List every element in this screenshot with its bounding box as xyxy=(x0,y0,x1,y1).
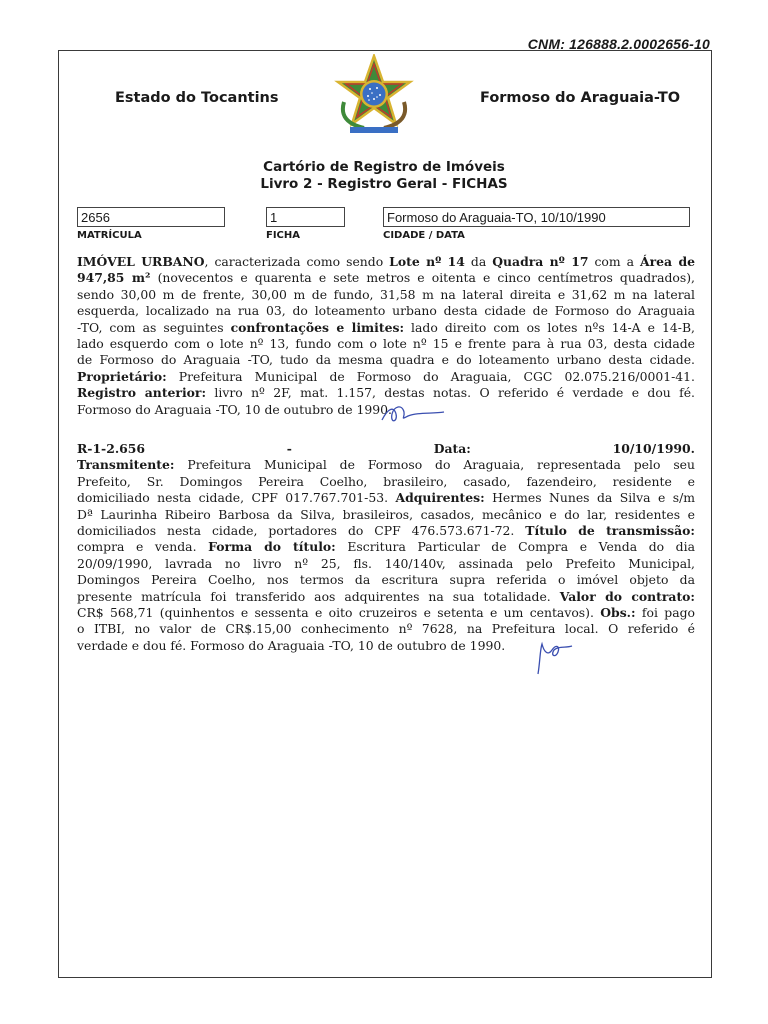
text-run: foi pago xyxy=(635,605,695,621)
registration-line xyxy=(77,457,695,473)
text-run: Dª Laurinha Ribeiro Barbosa da Silva, brasileiros, casados, mecânico e do lar, residentes e xyxy=(77,506,695,522)
bold-term: Transmitente: xyxy=(77,457,175,473)
text-run: -TO, com as seguintes xyxy=(77,319,231,335)
registration-line xyxy=(77,523,695,539)
description-line xyxy=(77,287,695,303)
text-run: Prefeitura Municipal de Formoso do Araguaia, CGC 02.075.216/0001-41. xyxy=(166,368,695,384)
bold-term: 947,85 m² xyxy=(77,270,151,286)
header-city: Formoso do Araguaia-TO xyxy=(480,90,681,106)
bold-term: Registro anterior: xyxy=(77,385,207,401)
description-line xyxy=(77,385,695,401)
matricula-label: MATRÍCULA xyxy=(77,230,142,241)
bold-term: Adquirentes: xyxy=(395,490,485,506)
description-line xyxy=(77,369,695,385)
text-run: o ITBI, no valor de CR$.15,00 conhecimento nº 7628, na Prefeitura local. O referido é xyxy=(77,621,695,637)
registration-line xyxy=(77,572,695,588)
property-description-paragraph xyxy=(77,254,695,418)
description-line xyxy=(77,254,695,270)
registration-line xyxy=(77,556,695,572)
text-run: de Formoso do Araguaia -TO, tudo da mesma quadra e do loteamento urbano desta cidade. xyxy=(77,352,695,368)
cidade-data-label: CIDADE / DATA xyxy=(383,230,465,241)
description-line xyxy=(77,303,695,319)
bold-term: Forma do título: xyxy=(208,539,336,555)
text-run: Hermes Nunes da Silva e s/m xyxy=(484,490,695,506)
text-run: Prefeito, Sr. Domingos Pereira Coelho, brasileiro, casado, fazendeiro, residente e xyxy=(77,473,695,489)
registration-line xyxy=(77,507,695,523)
registration-line xyxy=(77,474,695,490)
cnm-number: CNM: 126888.2.0002656-10 xyxy=(527,36,710,52)
registration-line xyxy=(77,490,695,506)
text-run: Escritura Particular de Compra e Venda do dia xyxy=(335,539,695,555)
bold-term: Título de transmissão: xyxy=(525,523,695,539)
text-run: da xyxy=(464,254,493,269)
description-line xyxy=(77,270,695,286)
ficha-label: FICHA xyxy=(266,230,300,241)
text-run: domiciliado nesta cidade, CPF 017.767.701-53. xyxy=(77,490,396,506)
text-run: compra e venda. xyxy=(77,539,209,555)
text-run: domiciliados nesta cidade, portadores do CPF 476.573.671-72. xyxy=(77,523,526,539)
bold-term: R-1-2.656 - Data: 10/10/1990. xyxy=(77,441,695,456)
text-run: (novecentos e quarenta e sete metros e oitenta e cinco centímetros quadrados), xyxy=(150,270,695,286)
registration-r1-paragraph xyxy=(77,441,695,654)
text-run: com a xyxy=(588,254,641,269)
coat-of-arms-icon xyxy=(332,54,416,138)
text-run: lado direito com os lotes nºs 14-A e 14-B, xyxy=(404,319,695,335)
registration-line xyxy=(77,441,695,457)
description-line xyxy=(77,336,695,352)
text-run: , caracterizada como sendo xyxy=(204,254,390,269)
header-state: Estado do Tocantins xyxy=(115,90,279,106)
bold-term: confrontações e limites: xyxy=(230,319,405,335)
bold-term: Lote nº 14 xyxy=(389,254,465,269)
text-run: CR$ 568,71 (quinhentos e sessenta e oito cruzeiros e setenta e um centavos). xyxy=(77,605,601,621)
text-run: sendo 30,00 m de frente, 30,00 m de fundo, 31,58 m na lateral direita e 31,62 m na lateral xyxy=(77,286,695,302)
bold-term: IMÓVEL URBANO xyxy=(77,254,205,269)
bold-term: Obs.: xyxy=(600,605,636,621)
text-run: 20/09/1990, lavrada no livro nº 25, fls. 140/140v, assinada pelo Prefeito Municipal, xyxy=(77,555,695,571)
description-line xyxy=(77,352,695,368)
bold-term: Proprietário: xyxy=(77,368,167,384)
text-run: verdade e dou fé. Formoso do Araguaia -TO, 10 de outubro de 1990. xyxy=(77,637,506,653)
cidade-data-field: Formoso do Araguaia-TO, 10/10/1990 xyxy=(383,207,690,227)
registration-line xyxy=(77,589,695,605)
matricula-field: 2656 xyxy=(77,207,225,227)
text-run: lado esquerdo com o lote nº 13, fundo com o lote nº 15 e frente para à rua 03, desta cidade xyxy=(77,336,695,352)
registration-line xyxy=(77,539,695,555)
bold-term: Valor do contrato: xyxy=(559,588,696,604)
text-run: esquerda, localizado na rua 03, do loteamento urbano desta cidade de Formoso do Araguaia xyxy=(77,303,695,319)
signature-mark-1 xyxy=(378,402,448,428)
registry-subtitle: Livro 2 - Registro Geral - FICHAS xyxy=(260,176,508,192)
registration-line xyxy=(77,621,695,637)
registration-line xyxy=(77,638,695,654)
text-run: Formoso do Araguaia -TO, 10 de outubro de 1990. xyxy=(77,401,392,417)
text-run: Prefeitura Municipal de Formoso do Araguaia, representada pelo seu xyxy=(174,457,695,473)
registration-line xyxy=(77,605,695,621)
text-run: presente matrícula foi transferido aos adquirentes na sua totalidade. xyxy=(77,588,560,604)
registry-title: Cartório de Registro de Imóveis xyxy=(263,159,505,175)
description-line xyxy=(77,320,695,336)
text-run: Domingos Pereira Coelho, nos termos da escritura supra referida o imóvel objeto da xyxy=(77,572,695,588)
bold-term: Quadra nº 17 xyxy=(492,254,589,269)
text-run: livro nº 2F, mat. 1.157, destas notas. O referido é verdade e dou fé. xyxy=(206,385,695,401)
ficha-field: 1 xyxy=(266,207,345,227)
signature-mark-2 xyxy=(530,640,578,676)
bold-term: Área de xyxy=(640,254,696,269)
